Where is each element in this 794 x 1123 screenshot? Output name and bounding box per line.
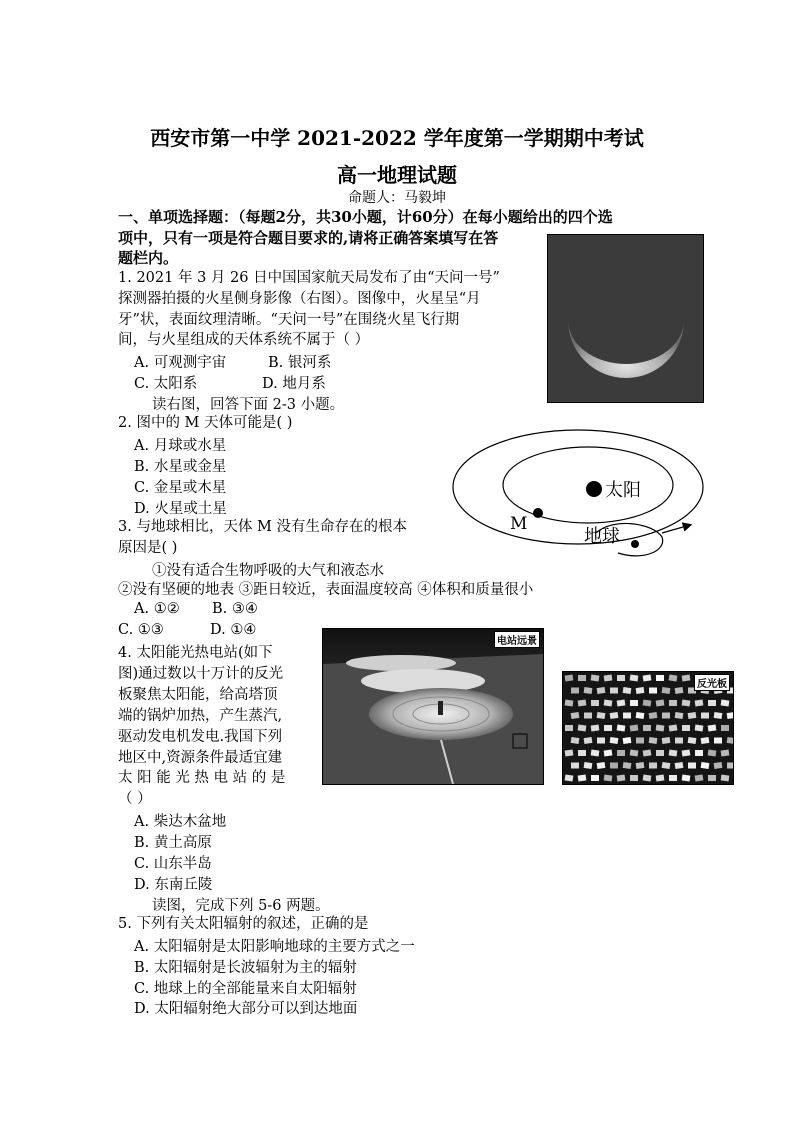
q3-line4: ②没有坚硬的地表 ③距日较近，表面温度较高 ④体积和质量很小 — [118, 582, 534, 598]
q1-option-a: A. 可观测宇宙 — [134, 355, 227, 371]
reflector-panel — [610, 763, 618, 769]
reflector-panel — [675, 738, 683, 744]
section-heading-line2: 项中，只有一项是符合题目要求的,请将正确答案填写在答 — [118, 229, 499, 247]
reflector-panel — [565, 725, 573, 731]
reflector-panel — [604, 774, 613, 781]
reflector-panel — [571, 763, 579, 769]
reflector-panel — [721, 749, 730, 756]
mars-crescent-image — [547, 234, 704, 403]
q3-option-b: B. ③④ — [212, 601, 258, 617]
reflector-panel — [695, 724, 704, 731]
reflector-panel — [682, 749, 691, 756]
reflector-panel — [623, 762, 632, 769]
reflector-panel — [727, 763, 733, 769]
reflector-panel — [571, 737, 580, 744]
reflector-panel — [656, 675, 664, 681]
q1-option-c: C. 太阳系 — [134, 376, 198, 392]
reflector-panel — [701, 737, 710, 744]
reflector-panel — [578, 750, 586, 756]
reflector-panel — [714, 738, 722, 744]
exam-subtitle: 高一地理试题 — [337, 163, 457, 187]
reflector-panel — [669, 700, 677, 706]
reflector-panel — [565, 674, 574, 681]
reflector-panel — [604, 725, 612, 731]
q3-line3: ①没有适合生物呼吸的大气和液态水 — [152, 563, 384, 579]
q1-option-b: B. 银河系 — [268, 355, 332, 371]
exam-title: 西安市第一中学 2021-2022 学年度第一学期期中考试 — [150, 126, 644, 150]
orbit-diagram — [448, 425, 718, 570]
reflector-panel — [682, 725, 690, 731]
sun-dot-icon — [586, 481, 602, 497]
reflector-panel — [597, 762, 606, 769]
author-line: 命题人：马毅坤 — [348, 190, 446, 206]
reflector-panel — [682, 674, 691, 681]
q4-line6: 地区中,资源条件最适宜建 — [118, 750, 283, 766]
reflector-panel — [591, 724, 600, 731]
reflector-panel — [630, 674, 639, 681]
q3-option-d: D. ①④ — [210, 622, 257, 638]
reflector-panel — [610, 688, 618, 694]
section-heading-line3: 题栏内。 — [118, 249, 179, 267]
reflector-panel — [669, 749, 678, 756]
solar-station-photo — [322, 628, 544, 785]
q4-option-a: A. 柴达木盆地 — [134, 814, 227, 830]
reflector-panel — [578, 675, 586, 681]
reflector-panel — [565, 699, 574, 706]
reflector-panel — [610, 712, 619, 719]
reflector-panel — [578, 724, 587, 731]
reflector-panel — [656, 724, 665, 731]
reflector-panel — [656, 699, 665, 706]
reflector-panel — [675, 762, 684, 769]
reflector-panel — [636, 738, 644, 744]
reflector-panel — [662, 737, 671, 744]
reflector-panel — [727, 737, 733, 744]
station-photo-label: 电站远景 — [494, 631, 540, 648]
q2-option-a: A. 月球或水星 — [134, 438, 227, 454]
q4-option-c: C. 山东半岛 — [134, 856, 212, 872]
reflector-panel — [591, 775, 599, 781]
reflector-panel — [721, 725, 729, 731]
reflector-panel — [623, 713, 631, 719]
reflector-photo-label: 反光板 — [694, 674, 730, 691]
q5-option-a: A. 太阳辐射是太阳影响地球的主要方式之一 — [134, 939, 415, 955]
q1-line4: 间，与火星组成的天体系统不属于（ ） — [118, 332, 370, 348]
reflector-panel — [584, 713, 592, 719]
reflector-panel — [630, 700, 638, 706]
reflector-panel — [623, 687, 632, 694]
reflector-panel — [643, 749, 652, 756]
reflector-panel — [584, 687, 593, 694]
q3-line2: 原因是( ) — [118, 540, 178, 556]
reflector-panel — [597, 687, 606, 694]
reflector-panel — [643, 699, 652, 706]
reflector-panel — [591, 674, 600, 681]
q4-line1: 4. 太阳能光热电站(如下 — [118, 645, 273, 661]
q1-line3: 牙”状，表面纹理清晰。“天问一号”在围绕火星飞行期 — [118, 312, 460, 328]
q4-option-d: D. 东南丘陵 — [134, 877, 213, 893]
q3-option-c: C. ①③ — [118, 622, 164, 638]
reflector-panel — [656, 750, 664, 756]
reflector-panel — [701, 762, 710, 769]
section-heading-line1: 一、单项选择题：（每题2分，共30小题，计60分）在每小题给出的四个选 — [118, 208, 613, 226]
reflector-panel — [636, 762, 645, 769]
reflector-panel — [708, 700, 716, 706]
reflector-panel — [727, 712, 733, 719]
reflector-panel — [669, 674, 678, 681]
q4-line3: 板聚焦太阳能，给高塔顶 — [118, 687, 278, 703]
reflector-panel — [584, 762, 593, 769]
reflector-panel — [578, 699, 587, 706]
reflector-panel — [682, 699, 691, 706]
earth-label: 地球 — [584, 526, 620, 547]
reflector-panel — [649, 688, 657, 694]
reflector-panel — [597, 738, 605, 744]
reflector-panel — [649, 712, 658, 719]
reflector-panel — [617, 750, 625, 756]
reflector-panel — [565, 749, 574, 756]
reflector-panel — [708, 775, 716, 781]
reflector-panel — [721, 774, 730, 781]
reflector-panel — [604, 699, 613, 706]
reflector-panel — [643, 674, 652, 681]
q4-line4: 端的锅炉加热，产生蒸汽, — [118, 708, 283, 724]
reflector-panel — [662, 762, 671, 769]
m-dot-icon — [533, 508, 543, 518]
reflector-panel — [708, 749, 717, 756]
reflector-panel — [662, 687, 671, 694]
reflector-panel — [675, 687, 684, 694]
reflector-panel — [643, 725, 651, 731]
q1-line1: 1. 2021 年 3 月 26 日中国国家航天局发布了由“天问一号” — [118, 270, 500, 286]
reflector-panel — [688, 763, 696, 769]
reflector-panel — [721, 699, 730, 706]
earth-dot-icon — [631, 540, 639, 548]
reflector-panel — [617, 699, 626, 706]
q3-line1: 3. 与地球相比，天体 M 没有生命存在的根本 — [118, 519, 408, 535]
q4-line7: 太 阳 能 光 热 电 站 的 是 — [118, 770, 286, 786]
reflector-photo — [562, 671, 734, 785]
reflector-panel — [604, 749, 613, 756]
reflector-panel — [636, 712, 645, 719]
q2-option-c: C. 金星或木星 — [134, 480, 227, 496]
reflector-panel — [695, 750, 703, 756]
m-label: M — [510, 514, 528, 534]
q4-line5: 驱动发电机发电.我国下列 — [118, 729, 283, 745]
reflector-panel — [617, 774, 626, 781]
q5-option-c: C. 地球上的全部能量来自太阳辐射 — [134, 981, 357, 997]
reflector-panel — [662, 713, 670, 719]
reflector-panel — [604, 674, 613, 681]
reflector-panel — [591, 749, 600, 756]
reflector-panel — [708, 724, 717, 731]
q2-stem: 2. 图中的 M 天体可能是( ) — [118, 415, 293, 431]
reflector-panel — [571, 688, 579, 694]
q5-option-b: B. 太阳辐射是长波辐射为主的辐射 — [134, 960, 357, 976]
reflector-panel — [669, 775, 677, 781]
instruction-q5-6: 读图，完成下列 5-6 两题。 — [152, 898, 330, 914]
reflector-panel — [714, 762, 723, 769]
reflector-panel — [597, 712, 606, 719]
reflector-panel — [617, 675, 625, 681]
q2-option-b: B. 水星或金星 — [134, 459, 227, 475]
reflector-panel — [591, 700, 599, 706]
reflector-panel — [630, 775, 638, 781]
reflector-panel — [656, 774, 665, 781]
sun-label: 太阳 — [605, 480, 641, 501]
reflector-panel — [675, 712, 684, 719]
reflector-panel — [695, 774, 704, 781]
reflector-panel — [701, 713, 709, 719]
reflector-panel — [643, 774, 652, 781]
q3-option-a: A. ①② — [134, 601, 180, 617]
q4-line8: （ ） — [118, 791, 152, 807]
q4-option-b: B. 黄土高原 — [134, 835, 212, 851]
reflector-panel — [584, 737, 593, 744]
reflector-panel — [649, 763, 657, 769]
reflector-panel — [610, 737, 619, 744]
orbit-arrow-icon — [662, 525, 690, 533]
reflector-panel — [623, 737, 632, 744]
reflector-panel — [578, 774, 587, 781]
reflector-panel — [649, 737, 658, 744]
q5-stem: 5. 下列有关太阳辐射的叙述，正确的是 — [118, 916, 369, 932]
instruction-q2-3: 读右图，回答下面 2-3 小题。 — [152, 397, 345, 413]
reflector-panel — [714, 712, 723, 719]
reflector-panel — [571, 712, 580, 719]
reflector-panel — [636, 687, 645, 694]
reflector-panel — [630, 724, 639, 731]
reflector-panel — [688, 712, 697, 719]
reflector-panel — [695, 699, 704, 706]
reflector-panel — [682, 774, 691, 781]
reflector-panel — [565, 774, 574, 781]
reflector-panel — [669, 724, 678, 731]
reflector-panel — [688, 737, 697, 744]
q1-option-d: D. 地月系 — [262, 376, 326, 392]
q4-line2: 图)通过数以十万计的反光 — [118, 666, 284, 682]
q2-option-d: D. 火星或土星 — [134, 501, 227, 517]
q1-line2: 探测器拍摄的火星侧身影像（右图）。图像中，火星呈“月 — [118, 291, 481, 307]
q5-option-d: D. 太阳辐射绝大部分可以到达地面 — [134, 1001, 358, 1017]
reflector-panel — [630, 749, 639, 756]
reflector-panel — [617, 724, 626, 731]
